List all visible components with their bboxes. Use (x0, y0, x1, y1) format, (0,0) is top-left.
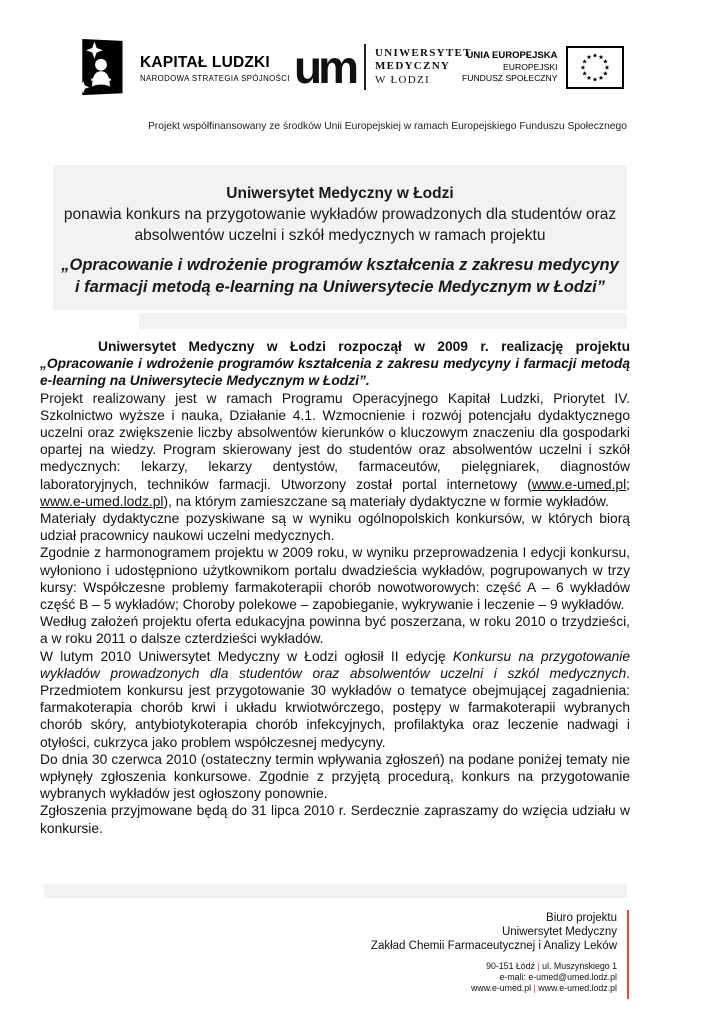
text-segment: | (533, 982, 536, 993)
document-title: Uniwersytet Medyczny w Łodzi (226, 185, 454, 202)
text-segment: e-mali: e-umed@umed.lodz.pl (499, 971, 617, 982)
um-name (375, 47, 472, 88)
footer-websites (371, 983, 617, 994)
gray-bottom-bar (44, 884, 627, 898)
um-logo (294, 41, 472, 93)
eu-flag-icon (566, 46, 624, 89)
um-name-line2: MEDYCZNY (375, 60, 451, 73)
body-paragraph (40, 613, 630, 647)
footer-email (371, 972, 617, 983)
text-segment: . Przedmiotem konkursu jest przygotowanie 30 wykładów o tematyce obejmującej zagadnienia: farmakoterapia chorób krwi i układu krwiotwórczego, postępy w farmakoterapii wybranych chorób skóry, antybiotykoterapia chorób infekcyjnych, profilaktyka oraz leczenie nadwagi i otyłości, cukrzyca jako problem współczesnej medycyny. (40, 665, 630, 750)
body-paragraph (40, 510, 630, 544)
body-paragraph (40, 338, 630, 390)
inline-link[interactable]: www.e-umed.lodz.pl (40, 493, 164, 509)
body-text (40, 338, 630, 837)
eu-line3: FUNDUSZ SPOŁECZNY (462, 73, 558, 83)
um-name-line1: UNIWERSYTET (375, 46, 472, 59)
project-quote-line1: „Opracowanie i wdrożenie programów kształcenia z zakresu medycyny (61, 256, 619, 274)
text-segment: „Opracowanie i wdrożenie programów kształcenia z zakresu medycyny i farmacji metodą e-learning na Uniwersytecie Medycznym w Łodzi”. (40, 356, 630, 389)
body-paragraph (40, 390, 630, 510)
eu-logo (462, 46, 624, 89)
um-monogram: um (294, 41, 355, 93)
body-paragraph (40, 544, 630, 613)
text-segment: ul. Muszyńskiego 1 (539, 961, 617, 972)
kapital-ludzki-subtitle: NARODOWA STRATEGIA SPÓJNOŚCI (140, 73, 290, 83)
um-divider (364, 44, 366, 90)
footer-address (371, 961, 617, 972)
cofinance-note: Projekt współfinansowany ze środków Unii Europejskiej w ramach Europejskiego Funduszu Społecznego (147, 121, 627, 132)
project-quote (61, 254, 619, 298)
kapital-ludzki-title: KAPITAŁ LUDZKI (140, 53, 270, 71)
text-segment: Konkursu na przygotowanie wykładów prowadzonych dla studentów oraz absolwentów uczelni i szkól medycznych (40, 648, 631, 681)
title-box (53, 165, 627, 310)
gray-spacer-bar (139, 313, 627, 329)
eu-line2: EUROPEJSKI (503, 62, 558, 72)
eu-title: UNIA EUROPEJSKA (466, 50, 558, 61)
text-segment: Do dnia 30 czerwca 2010 (ostateczny termin wpływania zgłoszeń) na podane poniżej tematy nie wpłynęły zgłoszenia konkursowe. Zgodnie z przyjętą procedurą, konkurs na przygotowanie wybranych wykładów jest ogłoszony ponownie. (40, 751, 630, 802)
document-subtitle: ponawia konkurs na przygotowanie wykładów prowadzonych dla studentów oraz absolwentów uczelni i szkół medycznych w ramach projektu (63, 206, 617, 244)
text-segment: Uniwersytet Medyczny w Łodzi rozpoczął w 2009 r. realizację projektu (98, 339, 630, 354)
text-segment: 90-151 Łódź (486, 961, 538, 972)
text-segment: Według założeń projektu oferta edukacyjna powinna być poszerzana, w roku 2010 o trzydzieści, a w roku 2011 o dalsze czterdzieści wykładów. (40, 614, 630, 647)
footer-contact-block (371, 910, 629, 999)
body-paragraph (40, 802, 630, 836)
text-segment: ), na którym zamieszczane są materiały dydaktyczne w formie wykładów. (163, 493, 609, 509)
text-segment: Zgodnie z harmonogramem projektu w 2009 roku, w wyniku przeprowadzenia I edycji konkursu, wyłoniono i udostępniono użytkownikom portalu dwadzieścia wykładów, pogrupowanych w trzy kursy: Współczesne problemy farmakoterapii chorób nowotworowych: część A – 6 wykładów część B – 5 wykładów; Choroby polekowe – zapobieganie, wykrywanie i leczenie – 9 wykładów. (40, 545, 630, 613)
footer-gap (371, 953, 617, 961)
text-segment: W lutym 2010 Uniwersytet Medyczny w Łodzi ogłosił II edycję (40, 648, 453, 664)
text-segment: Materiały dydaktyczne pozyskiwane są w wyniku ogólnopolskich konkursów, w których biorą udział pracownicy naukowi uczelni medycznych. (40, 511, 630, 544)
inline-link[interactable]: www.e-umed.pl (531, 476, 627, 492)
text-segment: www.e-umed.pl (470, 982, 534, 993)
text-segment: Zgłoszenia przyjmowane będą do 31 lipca 2010 r. Serdecznie zapraszamy do wzięcia udziału w konkursie. (40, 803, 630, 836)
footer-office-line: Biuro projektu (546, 912, 617, 924)
footer-office-line: Uniwersytet Medyczny (501, 925, 617, 938)
kapital-ludzki-logo (72, 36, 290, 100)
text-segment: www.e-umed.lodz.pl (535, 982, 617, 993)
kapital-ludzki-flag-icon (72, 36, 130, 100)
text-segment: ; (626, 476, 630, 492)
text-segment: Projekt realizowany jest w ramach Programu Operacyjnego Kapitał Ludzki, Priorytet IV. Szkolnictwo wyższe i nauka, Działanie 4.1. Wzmocnienie i rozwój potencjału dydaktycznego uczelni oraz zwiększenie liczby absolwentów kierunków o kluczowym znaczeniu dla gospodarki opartej na wiedzy. Program skierowany jest do studentów oraz absolwentów uczelni i szkół medycznych: lekarzy, lekarzy dentystów, farmaceutów, pielęgniarek, diagnostów laboratoryjnych, techników farmacji. Utworzony został portal internetowy ( (40, 390, 630, 492)
body-paragraph (40, 648, 630, 751)
body-paragraph (40, 751, 630, 803)
project-quote-line2: i farmacji metodą e-learning na Uniwersytecie Medycznym w Łodzi” (75, 278, 605, 296)
kapital-ludzki-text (140, 54, 290, 83)
text-segment: | (537, 961, 540, 972)
footer-office-line: Zakład Chemii Farmaceutycznej i Analizy Leków (370, 939, 617, 952)
um-name-line3: W ŁODZI (375, 73, 431, 86)
eu-text (462, 46, 558, 84)
